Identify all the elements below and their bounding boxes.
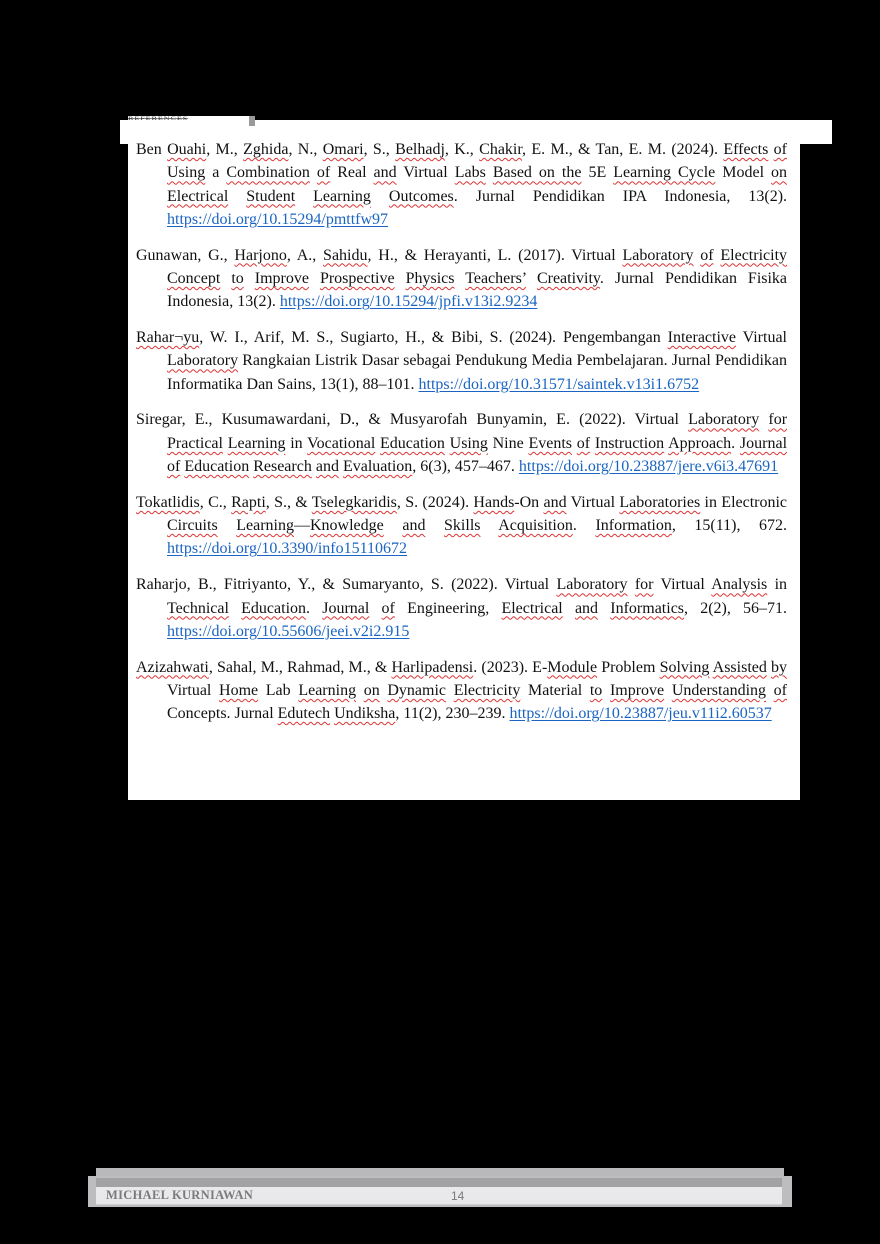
spellcheck-flagged-word: Analysis — [711, 576, 768, 594]
spellcheck-flagged-word: Student — [246, 187, 296, 205]
spellcheck-flagged-word: Electrical — [501, 599, 563, 617]
spellcheck-flagged-word: Tselegkaridis — [311, 493, 397, 511]
reference-text: , S., — [363, 141, 396, 158]
reference-item — [136, 656, 787, 726]
doi-link[interactable]: https://doi.org/10.23887/jere.v6i3.47691 — [518, 458, 779, 476]
reference-text: . — [306, 599, 323, 617]
reference-item — [136, 138, 787, 231]
spellcheck-flagged-word: Journal — [322, 599, 370, 617]
spellcheck-flagged-word: Technical — [167, 599, 229, 617]
spellcheck-flagged-word: Azizahwati — [136, 658, 209, 676]
reference-text: . (2023). E- — [473, 658, 548, 676]
spellcheck-flagged-word: of Using — [167, 141, 787, 182]
reference-text: , S. (2024). — [396, 493, 474, 511]
spellcheck-flagged-word: Teachers’ — [465, 269, 526, 287]
spellcheck-flagged-word: Electrical — [167, 187, 229, 205]
spellcheck-flagged-word: of — [700, 246, 714, 264]
reference-text: Concepts. Jurnal — [167, 705, 278, 723]
spellcheck-flagged-word: Practical — [167, 434, 223, 452]
spellcheck-flagged-word: Acquisition — [498, 517, 573, 535]
reference-text: Virtual — [736, 329, 788, 347]
spellcheck-flagged-word: on — [771, 164, 788, 182]
spellcheck-flagged-word: Combination — [226, 164, 310, 182]
spellcheck-flagged-word: Labs — [454, 164, 486, 182]
reference-text — [295, 188, 313, 205]
reference-text: in — [767, 576, 788, 594]
reference-text — [244, 270, 255, 287]
reference-text — [218, 517, 237, 534]
spellcheck-flagged-word: Rahar¬yu — [136, 329, 200, 347]
reference-text: . Jurnal Pendidikan IPA Indonesia, 13(2). — [453, 187, 788, 205]
reference-text: Lab — [258, 681, 299, 699]
doi-link[interactable]: https://doi.org/10.15294/pmttfw97 — [167, 210, 389, 228]
reference-list — [136, 138, 787, 738]
reference-item — [136, 491, 787, 561]
doi-link[interactable]: https://doi.org/10.3390/info15110672 — [167, 540, 408, 558]
reference-item — [136, 408, 787, 478]
doi-link[interactable]: https://doi.org/10.55606/jeei.v2i2.915 — [167, 622, 410, 640]
spellcheck-flagged-word: on — [363, 681, 380, 699]
spellcheck-flagged-word: Knowledge — [310, 517, 384, 535]
reference-text: , M., — [206, 141, 244, 158]
spellcheck-flagged-word: of — [167, 458, 181, 476]
page-footer — [96, 1187, 782, 1205]
reference-text: Siregar, E., Kusumawardani, D., & Musyarofah Bunyamin, E. (2022). Virtual — [136, 411, 689, 429]
spellcheck-flagged-word: Outcomes — [388, 187, 454, 205]
reference-text: , 6(3), 457–467. — [412, 458, 519, 476]
spellcheck-flagged-word: Using — [449, 434, 488, 452]
spellcheck-flagged-word: Learning Cycle — [613, 164, 716, 182]
spellcheck-flagged-word: to — [589, 681, 603, 699]
reference-text — [598, 600, 610, 617]
reference-item — [136, 244, 787, 314]
spellcheck-flagged-word: and — [543, 493, 567, 511]
reference-text: , N., — [288, 141, 323, 158]
reference-text: , S., & — [265, 493, 312, 511]
reference-text — [309, 270, 320, 287]
spellcheck-flagged-word: Approach — [668, 434, 732, 452]
spellcheck-flagged-word: Instruction — [594, 434, 665, 452]
spellcheck-flagged-word: Laboratory — [556, 576, 628, 594]
reference-text — [759, 411, 768, 428]
reference-text: — — [294, 517, 310, 535]
spellcheck-flagged-word: Vocational — [307, 434, 376, 452]
spellcheck-flagged-word: Skills — [444, 517, 481, 535]
spellcheck-flagged-word: Tokatlidis — [136, 493, 200, 511]
reference-text — [454, 270, 465, 287]
spellcheck-flagged-word: for — [634, 576, 654, 594]
spellcheck-flagged-word: Journal — [739, 434, 788, 452]
reference-text — [371, 188, 389, 205]
reference-text: , C., — [199, 493, 232, 511]
reference-text — [229, 600, 241, 617]
section-heading-clipped — [128, 116, 255, 126]
heading-selection-mark — [249, 116, 255, 126]
spellcheck-flagged-word: Electricity — [720, 246, 788, 264]
reference-text: in Electronic — [700, 493, 788, 511]
spellcheck-flagged-word: Zghida — [243, 141, 289, 158]
spellcheck-flagged-word: Improve — [609, 681, 665, 699]
page-number: 14 — [451, 1189, 465, 1203]
spellcheck-flagged-word: Concept — [167, 269, 221, 287]
reference-text: Virtual — [167, 681, 220, 699]
reference-text — [486, 164, 493, 181]
reference-text: , A., — [286, 246, 324, 264]
spellcheck-flagged-word: and — [574, 599, 599, 617]
spellcheck-flagged-word: Learning — [298, 681, 357, 699]
spellcheck-flagged-word: Education — [241, 599, 307, 617]
spellcheck-flagged-word: Informatics — [610, 599, 685, 617]
spellcheck-flagged-word: Sahidu — [323, 246, 368, 264]
doi-link[interactable]: https://doi.org/10.23887/jeu.v11i2.60537 — [509, 705, 772, 723]
reference-text — [228, 188, 246, 205]
reference-text — [602, 682, 610, 699]
spellcheck-flagged-word: Information — [595, 517, 672, 535]
spellcheck-flagged-word: Learning — [313, 187, 371, 205]
footer-band — [96, 1178, 782, 1187]
spellcheck-flagged-word: of — [316, 164, 331, 182]
reference-text: , H., & Herayanti, L. (2017). Virtual — [367, 246, 623, 264]
reference-text: Ben — [136, 141, 168, 158]
reference-text: 5E — [581, 164, 614, 182]
spellcheck-flagged-word: Research — [253, 458, 312, 476]
reference-text: , 2(2), 56–71. — [684, 599, 788, 617]
spellcheck-flagged-word: of — [773, 681, 787, 699]
reference-text: Raharjo, B., Fitriyanto, Y., & Sumaryanto, S. (2022). Virtual — [136, 576, 557, 594]
spellcheck-flagged-word: Electricity — [453, 681, 521, 699]
spellcheck-flagged-word: Rapti — [231, 493, 266, 511]
reference-text — [766, 682, 774, 699]
spellcheck-flagged-word: Laboratory — [622, 246, 694, 264]
reference-text — [664, 682, 672, 699]
reference-item — [136, 326, 787, 396]
spellcheck-flagged-word: Laboratory — [167, 352, 239, 370]
reference-text — [446, 682, 454, 699]
doi-link[interactable]: https://doi.org/10.15294/jpfi.v13i2.9234 — [279, 293, 538, 311]
reference-text — [356, 682, 364, 699]
spellcheck-flagged-word: Events — [528, 434, 573, 452]
spellcheck-flagged-word: by — [771, 658, 788, 676]
spellcheck-flagged-word: Dynamic — [387, 681, 447, 699]
reference-text: . Jurnal Pendidikan Fisika Indonesia, 13(2). — [167, 269, 788, 311]
reference-text — [628, 576, 635, 593]
spellcheck-flagged-word: to — [231, 269, 244, 287]
reference-text: Virtual — [653, 576, 712, 594]
reference-item — [136, 573, 787, 643]
spellcheck-flagged-word: of — [381, 599, 395, 617]
reference-text — [310, 164, 317, 181]
reference-text: Gunawan, G., — [136, 246, 235, 264]
reference-text: Rangkaian Listrik Dasar sebagai Pendukung Media Pembelajaran. Jurnal Pendidikan Informatika Dan Sains, 13(1), 88–101. — [167, 352, 787, 393]
reference-text: , K., — [444, 141, 480, 158]
spellcheck-flagged-word: Harlipadensi — [391, 658, 474, 676]
spellcheck-flagged-word: Belhadj — [395, 141, 445, 158]
spellcheck-flagged-word: Education — [380, 434, 445, 452]
spellcheck-flagged-word: Harjono — [234, 246, 287, 264]
reference-text — [220, 270, 231, 287]
spellcheck-flagged-word: Solving — [659, 658, 710, 676]
reference-text — [563, 600, 575, 617]
spellcheck-flagged-word: Assisted — [712, 658, 767, 676]
reference-text: Real — [330, 164, 374, 182]
reference-text: . — [572, 517, 596, 535]
reference-text — [395, 270, 406, 287]
spellcheck-flagged-word: Ouahi — [167, 141, 207, 158]
spellcheck-flagged-word: Laboratory — [688, 411, 760, 429]
spellcheck-flagged-word: Chakir — [479, 141, 523, 158]
reference-text: Virtual — [566, 493, 620, 511]
reference-text: , 11(2), 230–239. — [395, 705, 510, 723]
spellcheck-flagged-word: Evaluation — [342, 458, 413, 476]
reference-text: Virtual — [396, 164, 455, 182]
spellcheck-flagged-word: Module — [547, 658, 598, 676]
reference-text: in — [285, 434, 308, 452]
spellcheck-flagged-word: Home — [219, 681, 259, 699]
reference-text: , W. I., Arif, M. S., Sugiarto, H., & Bibi, S. (2024). Pengembangan — [199, 329, 668, 347]
reference-text: Material — [520, 681, 590, 699]
reference-text — [526, 270, 537, 287]
reference-text: , Sahal, M., Rahmad, M., & — [208, 658, 392, 676]
spellcheck-flagged-word: for — [768, 411, 788, 429]
spellcheck-flagged-word: Learning — [227, 434, 286, 452]
reference-text — [425, 517, 444, 534]
reference-text: Problem — [597, 658, 660, 676]
reference-text — [481, 517, 499, 534]
spellcheck-flagged-word: Physics — [405, 269, 455, 287]
document-page — [128, 126, 800, 800]
reference-text: a — [205, 164, 227, 182]
doi-link[interactable]: https://doi.org/10.31571/saintek.v13i1.6752 — [418, 375, 700, 393]
reference-text: Model — [715, 164, 772, 182]
reference-text: -On — [514, 493, 544, 511]
spellcheck-flagged-word: Laboratories — [619, 493, 701, 511]
reference-text: . — [731, 434, 740, 452]
spellcheck-flagged-word: Effects — [723, 141, 769, 158]
spellcheck-flagged-word: Improve — [254, 269, 309, 287]
spellcheck-flagged-word: Prospective — [319, 269, 395, 287]
reference-text: , 15(11), 672. — [671, 517, 788, 535]
spellcheck-flagged-word: Learning — [236, 517, 294, 535]
spellcheck-flagged-word: Hands — [473, 493, 515, 511]
spellcheck-flagged-word: Understanding — [671, 681, 767, 699]
reference-text: , E. M., & Tan, E. M. (2024). — [522, 141, 724, 158]
spellcheck-flagged-word: Undiksha — [334, 705, 396, 723]
spellcheck-flagged-word: and — [373, 164, 397, 182]
spellcheck-flagged-word: Circuits — [167, 517, 218, 535]
spellcheck-flagged-word: Omari — [322, 141, 364, 158]
spellcheck-flagged-word: and — [402, 517, 426, 535]
reference-text: Engineering, — [394, 599, 502, 617]
reference-text — [384, 517, 403, 534]
spellcheck-flagged-word: Creativity — [536, 269, 600, 287]
spellcheck-flagged-word: Interactive — [667, 329, 737, 347]
spellcheck-flagged-word: of — [576, 434, 591, 452]
spellcheck-flagged-word: Edutech — [277, 705, 331, 723]
reference-text — [369, 600, 381, 617]
reference-text: Nine — [487, 434, 529, 452]
spellcheck-flagged-word: Education — [184, 458, 250, 476]
section-heading: REFERENCES — [128, 116, 189, 122]
spellcheck-flagged-word: Based on the — [492, 164, 582, 182]
footer-author: MICHAEL KURNIAWAN — [106, 1188, 254, 1202]
spellcheck-flagged-word: and — [315, 458, 339, 476]
